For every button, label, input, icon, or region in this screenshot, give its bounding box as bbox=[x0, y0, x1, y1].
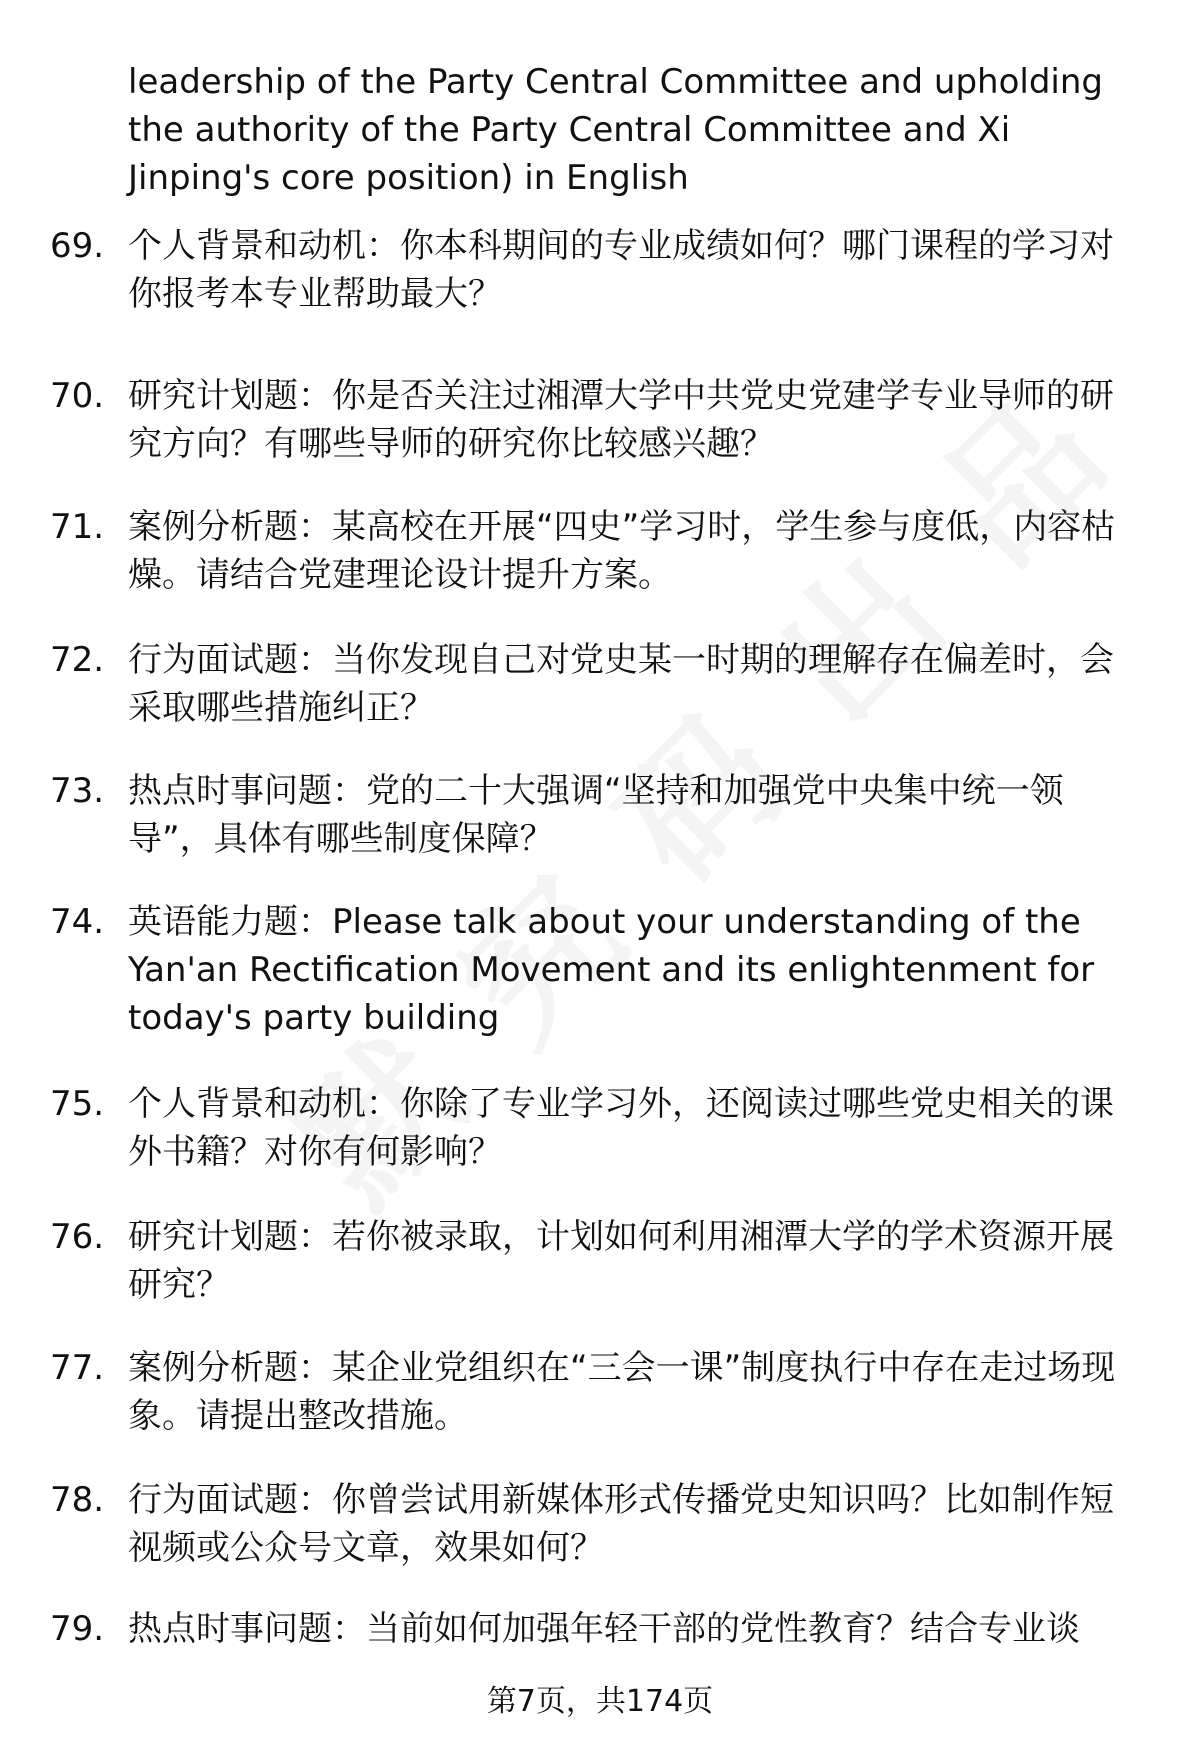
question-text: 热点时事问题：当前如何加强年轻干部的党性教育？结合专业谈 bbox=[128, 1609, 1080, 1649]
continuation-text: leadership of the Party Central Committee and upholding the authority of the Party Central Committee and Xi Jinping's core position) in English bbox=[128, 62, 1104, 198]
question-number: 73. bbox=[50, 771, 105, 811]
question-number: 77. bbox=[50, 1348, 105, 1388]
question-text: 个人背景和动机：你本科期间的专业成绩如何？哪门课程的学习对你报考本专业帮助最大？ bbox=[128, 226, 1114, 314]
question-number: 75. bbox=[50, 1084, 105, 1124]
question-text: 案例分析题：某企业党组织在“三会一课”制度执行中存在走过场现象。请提出整改措施。 bbox=[128, 1348, 1116, 1436]
question-number: 71. bbox=[50, 507, 105, 547]
question-text: 研究计划题：若你被录取，计划如何利用湘潭大学的学术资源开展研究？ bbox=[128, 1217, 1114, 1305]
question-number: 70. bbox=[50, 376, 105, 416]
question-number: 78. bbox=[50, 1480, 105, 1520]
question-number: 79. bbox=[50, 1609, 105, 1649]
question-number: 69. bbox=[50, 226, 105, 266]
question-number: 72. bbox=[50, 640, 105, 680]
question-text: 英语能力题：Please talk about your understanding of the Yan'an Rectification Movement and its enlightenment for today's party building bbox=[128, 902, 1095, 1038]
question-text: 研究计划题：你是否关注过湘潭大学中共党史党建学专业导师的研究方向？有哪些导师的研究你比较感兴趣？ bbox=[128, 376, 1114, 464]
question-number: 74. bbox=[50, 902, 105, 942]
question-text: 行为面试题：当你发现自己对党史某一时期的理解存在偏差时，会采取哪些措施纠正？ bbox=[128, 640, 1114, 728]
question-text: 个人背景和动机：你除了专业学习外，还阅读过哪些党史相关的课外书籍？对你有何影响？ bbox=[128, 1084, 1114, 1172]
question-text: 热点时事问题：党的二十大强调“坚持和加强党中央集中统一领导”，具体有哪些制度保障？ bbox=[128, 771, 1064, 859]
question-text: 行为面试题：你曾尝试用新媒体形式传播党史知识吗？比如制作短视频或公众号文章，效果如何？ bbox=[128, 1480, 1114, 1568]
question-number: 76. bbox=[50, 1217, 105, 1257]
page-footer: 第7页，共174页 bbox=[486, 1684, 714, 1719]
question-text: 案例分析题：某高校在开展“四史”学习时，学生参与度低，内容枯燥。请结合党建理论设计提升方案。 bbox=[128, 507, 1116, 595]
